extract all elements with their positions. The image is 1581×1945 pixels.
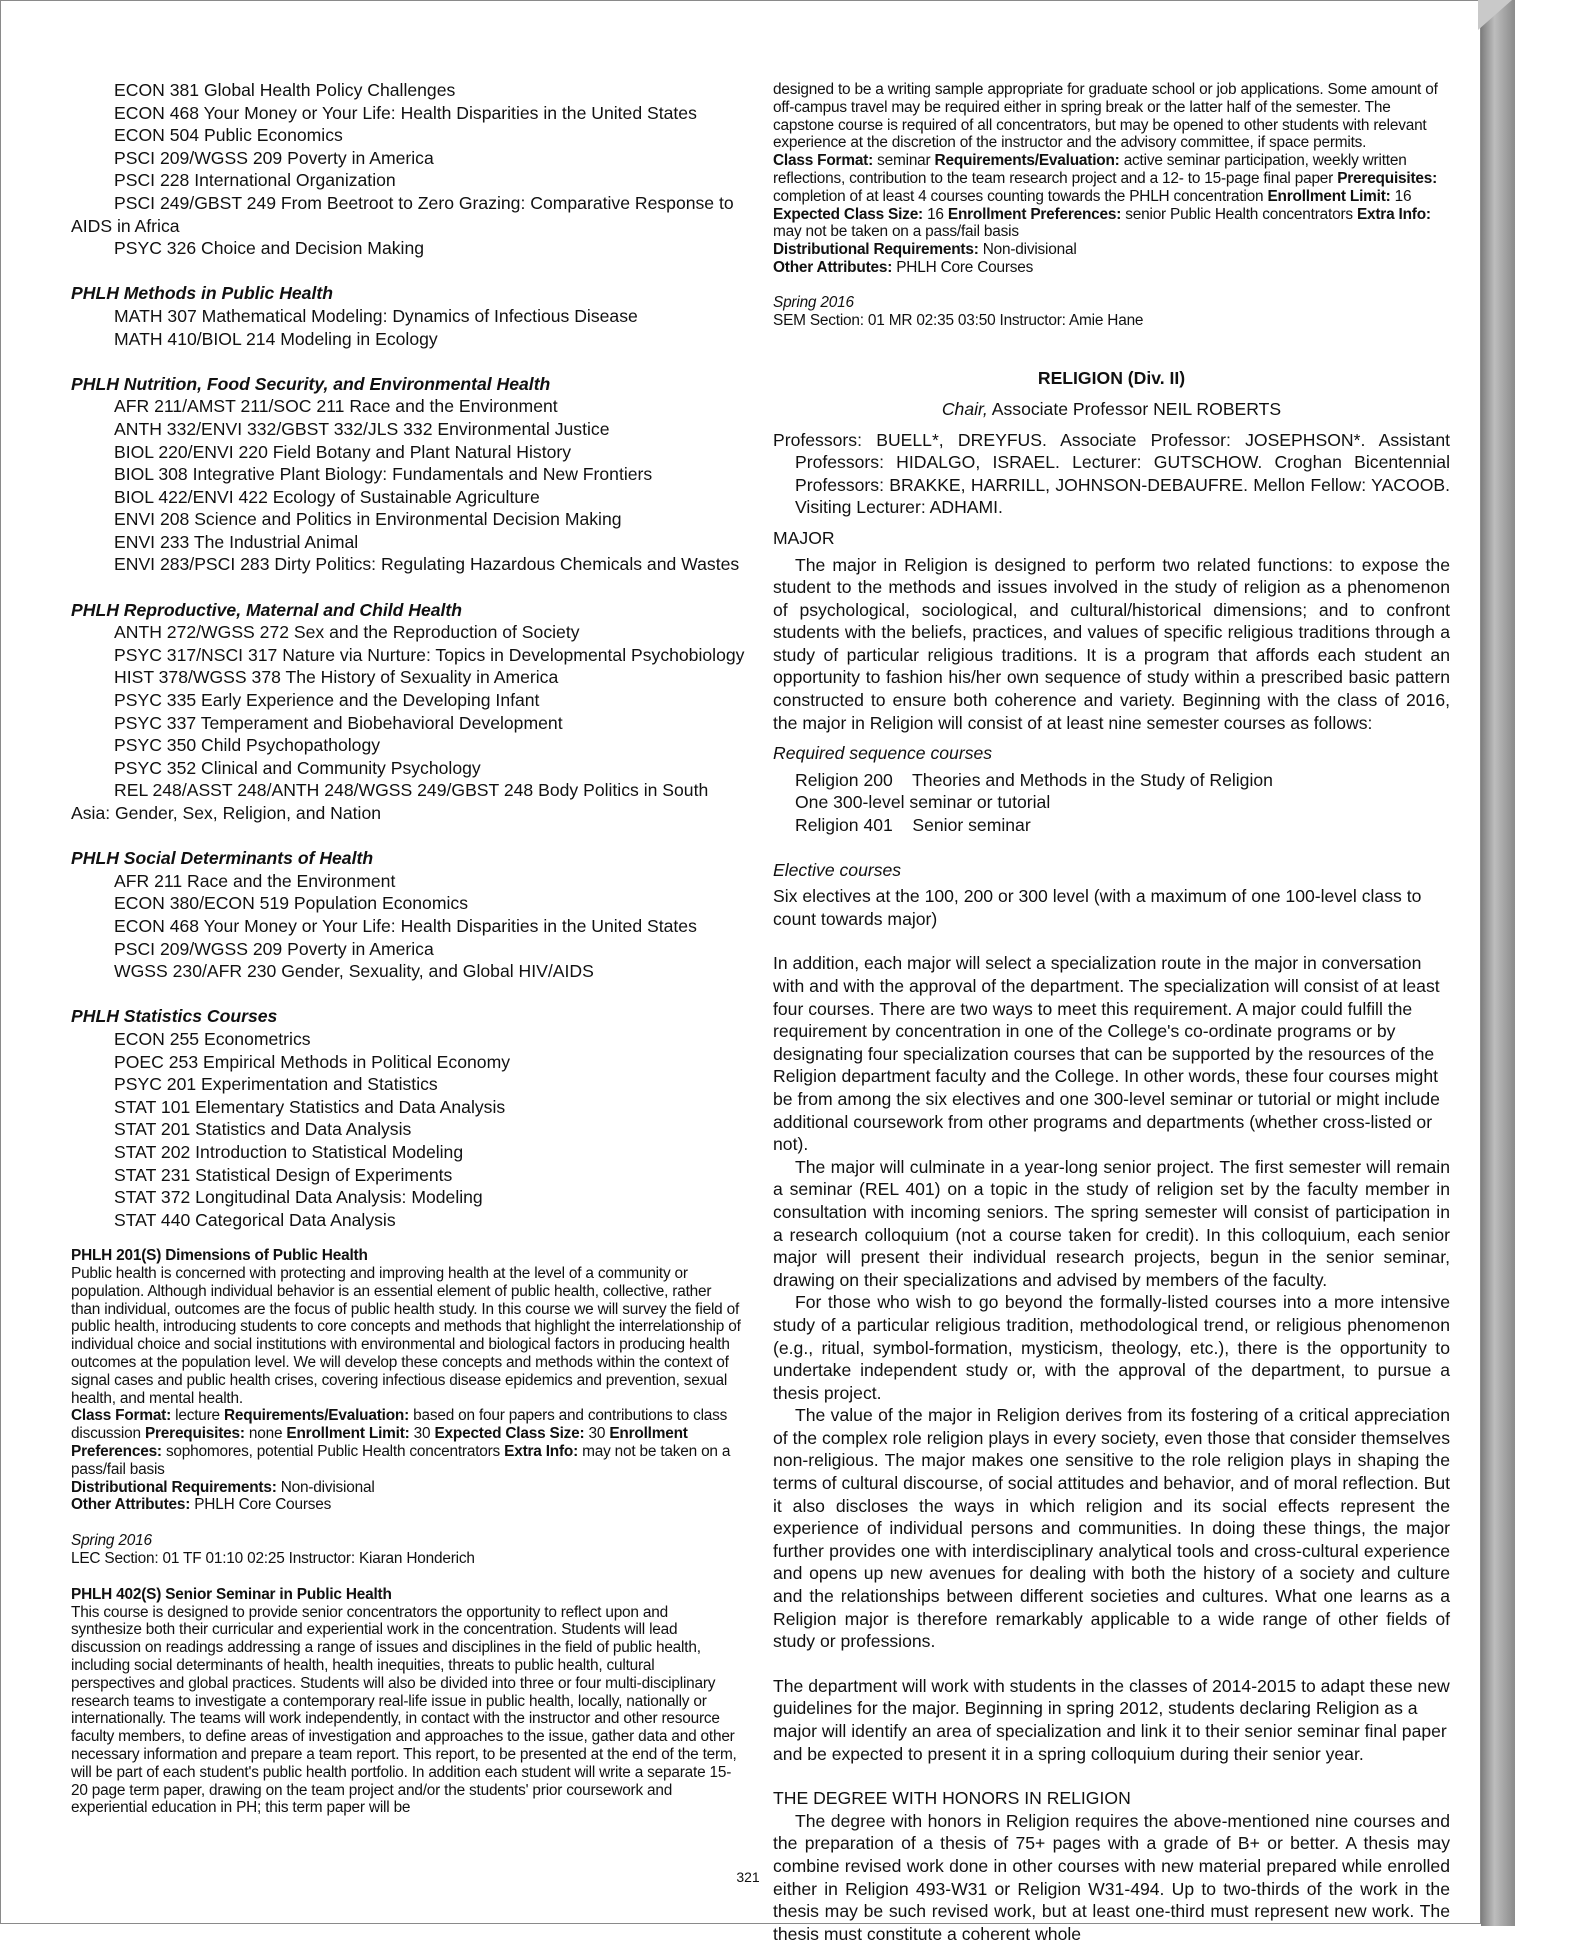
course-term: Spring 2016	[71, 1532, 152, 1550]
honors-heading: THE DEGREE WITH HONORS IN RELIGION	[773, 1788, 1131, 1809]
list-item: BIOL 308 Integrative Plant Biology: Fundamentals and New Frontiers	[114, 464, 653, 485]
list-item: ENVI 283/PSCI 283 Dirty Politics: Regulating Hazardous Chemicals and Wastes	[114, 554, 740, 575]
course-section: LEC Section: 01 TF 01:10 02:25 Instructor: Kiaran Honderich	[71, 1550, 475, 1568]
major-intro: The major in Religion is designed to perform two related functions: to expose the student to the methods and issues involved in the study of religion as a phenomenon of psychological, sociological, and cultural/historical dimensions; and to confront students with the beliefs, practices, and values of specific religious traditions through a study of particular religious traditions. It is a program that affords each student an opportunity to fashion his/her own sequence of study within a prescribed basic pattern constructed to ensure both coherence and variety. Beginning with the class of 2016, the major in Religion will consist of at least nine semester courses as follows:	[773, 554, 1450, 733]
list-item: MATH 410/BIOL 214 Modeling in Ecology	[114, 328, 438, 349]
course-section: SEM Section: 01 MR 02:35 03:50 Instructor: Amie Hane	[773, 311, 1144, 329]
section-social-determinants	[71, 847, 741, 983]
course-distribution: Distributional Requirements: Non-divisional	[773, 241, 1077, 259]
list-item: PSYC 350 Child Psychopathology	[114, 735, 381, 756]
elective-heading: Elective courses	[773, 859, 902, 880]
major-heading: MAJOR	[773, 527, 835, 548]
course-details: Class Format: lecture Requirements/Evaluation: based on four papers and contributions to class discussion Prerequisites: none Enrollment Limit: 30 Expected Class Size: 30 Enrollment Preferences: sophomores, potential Public Health concentrators Extra Info: may not be taken on a pass/fail basis	[71, 1407, 731, 1478]
course-description: Public health is concerned with protecting and improving health at the level of a community or population. Although individual behavior is an essential element of public health, collective, rather than individual, outcomes are the focus of public health study. In this course we will survey the field of public health, introducing students to core concepts and methods that highlight the interrelationship of individual choice and social institutions with environmental and biological factors in producing health outcomes at the population level. We will develop these concepts and methods within the context of signal cases and public health crises, covering infectious disease epidemics and prevention, sexual health, and mental health.	[71, 1265, 741, 1407]
list-item: ECON 468 Your Money or Your Life: Health Disparities in the United States	[114, 102, 697, 123]
list-item: PSYC 317/NSCI 317 Nature via Nurture: Topics in Developmental Psychobiology	[114, 644, 745, 665]
elective-text: Six electives at the 100, 200 or 300 level (with a maximum of one 100-level class to count towards major)	[773, 886, 1422, 929]
list-item: AFR 211 Race and the Environment	[114, 870, 396, 891]
left-column	[71, 79, 745, 1817]
section-heading: PHLH Statistics Courses	[71, 1006, 278, 1027]
faculty-list: Professors: BUELL*, DREYFUS. Associate Professor: JOSEPHSON*. Assistant Professors: HIDALGO, ISRAEL. Lecturer: GUTSCHOW. Croghan Bicentennial Professors: BRAKKE, HARRILL, JOHNSON-DEBAUFRE. Mellon Fellow: YACOOB. Visiting Lecturer: ADHAMI.	[773, 429, 1450, 518]
course-phlh402	[71, 1586, 741, 1817]
list-item: WGSS 230/AFR 230 Gender, Sexuality, and Global HIV/AIDS	[114, 961, 594, 982]
page-number: 321	[736, 1869, 760, 1885]
section-methods	[71, 282, 741, 350]
list-item: ENVI 233 The Industrial Animal	[114, 531, 359, 552]
senior-project-text: The major will culminate in a year-long senior project. The first semester will remain a seminar (REL 401) on a topic in the study of religion set by the faculty member in consultation with incoming seniors. The spring semester will consist of participation in a research colloquium (not a course taken for credit). In this colloquium, each senior major will present their individual research projects, begun in the senior seminar, drawing on their specializations and advised by members of the faculty.	[773, 1156, 1450, 1290]
honors-text: The degree with honors in Religion requires the above-mentioned nine courses and the preparation of a thesis of 75+ pages with a grade of B+ or better. A thesis may combine revised work done in other courses with new material prepared while enrolled either in Religion 493-W31 or Religion W31-494. Up to two-thirds of the work in the thesis may be such revised work, but at least one-third must represent new work. The thesis must constitute a coherent whole	[773, 1810, 1450, 1944]
list-item: BIOL 422/ENVI 422 Ecology of Sustainable Agriculture	[114, 486, 540, 507]
list-item: HIST 378/WGSS 378 The History of Sexuality in America	[114, 667, 559, 688]
section-statistics	[71, 1005, 741, 1231]
list-item: AFR 211/AMST 211/SOC 211 Race and the Environment	[114, 396, 558, 417]
list-item: PSCI 228 International Organization	[114, 170, 396, 191]
section-heading: PHLH Nutrition, Food Security, and Environmental Health	[71, 373, 551, 394]
top-course-list	[71, 79, 741, 260]
section-heading: PHLH Methods in Public Health	[71, 283, 333, 304]
list-item: STAT 440 Categorical Data Analysis	[114, 1209, 396, 1230]
list-item: REL 248/ASST 248/ANTH 248/WGSS 249/GBST 248 Body Politics in South Asia: Gender, Sex, Religion, and Nation	[71, 780, 709, 823]
course-phlh201	[71, 1247, 741, 1586]
right-column	[773, 81, 1450, 1945]
list-item: STAT 101 Elementary Statistics and Data Analysis	[114, 1096, 506, 1117]
list-item: PSYC 337 Temperament and Biobehavioral Development	[114, 712, 563, 733]
list-item: PSYC 326 Choice and Decision Making	[114, 238, 425, 259]
list-item: ECON 255 Econometrics	[114, 1028, 311, 1049]
course-phlh402-continued	[773, 81, 1450, 329]
list-item: One 300-level seminar or tutorial	[795, 792, 1051, 813]
department-chair: Chair, Associate Professor NEIL ROBERTS	[941, 398, 1282, 419]
list-item: MATH 307 Mathematical Modeling: Dynamics of Infectious Disease	[114, 305, 638, 326]
list-item: ECON 381 Global Health Policy Challenges	[114, 80, 456, 100]
list-item: PSCI 249/GBST 249 From Beetroot to Zero Grazing: Comparative Response to AIDS in Africa	[71, 192, 734, 236]
list-item: PSYC 201 Experimentation and Statistics	[114, 1074, 438, 1095]
required-heading: Required sequence courses	[773, 743, 993, 764]
course-description: This course is designed to provide senior concentrators the opportunity to reflect upon and synthesize both their curricular and experiential work in the concentration. Students will lead discussion on readings addressing a range of issues and disciplines in the field of public health, including social determinants of health, health inequities, threats to public health, cultural perspectives and global practices. Students will also be divided into three or four multi-disciplinary research teams to investigate a contemporary real-life issue in public health, locally, nationally or internationally. The teams will work independently, in contact with the instructor and other resource faculty members, to define areas of investigation and approaches to the issue, gather data and other necessary information and prepare a team report. This report, to be presented at the end of the term, will be part of each student's public health portfolio. In addition each student will write a separate 15-20 page term paper, drawing on the team project and/or the students' prior coursework and experiential education in PH; this term paper will be	[71, 1603, 737, 1817]
list-item: ECON 504 Public Economics	[114, 125, 343, 146]
list-item: ANTH 272/WGSS 272 Sex and the Reproduction of Society	[114, 622, 580, 643]
list-item: STAT 231 Statistical Design of Experiments	[114, 1164, 453, 1185]
section-heading: PHLH Social Determinants of Health	[71, 848, 374, 869]
course-title: PHLH 201(S) Dimensions of Public Health	[71, 1247, 368, 1265]
department-note: The department will work with students in the classes of 2014-2015 to adapt these new guidelines for the major. Beginning in spring 2012, students declaring Religion as a major will identify an area of specialization and link it to their senior seminar final paper and be expected to present it in a spring colloquium during their senior year.	[773, 1675, 1450, 1764]
course-title: PHLH 402(S) Senior Seminar in Public Health	[71, 1585, 392, 1603]
department-title: RELIGION (Div. II)	[1037, 368, 1186, 389]
section-nutrition	[71, 373, 741, 576]
page-edge-shadow	[1481, 0, 1515, 1926]
list-item: PSYC 335 Early Experience and the Developing Infant	[114, 690, 540, 711]
list-item: STAT 372 Longitudinal Data Analysis: Modeling	[114, 1187, 483, 1208]
list-item: ENVI 208 Science and Politics in Environmental Decision Making	[114, 509, 622, 530]
list-item: POEC 253 Empirical Methods in Political Economy	[114, 1051, 511, 1072]
list-item: BIOL 220/ENVI 220 Field Botany and Plant Natural History	[114, 441, 572, 462]
list-item: ECON 468 Your Money or Your Life: Health Disparities in the United States	[114, 915, 697, 936]
section-heading: PHLH Reproductive, Maternal and Child Health	[71, 599, 463, 620]
value-text: The value of the major in Religion derives from its fostering of a critical appreciation of the complex role religion plays in every society, even those that consider themselves non-religious. The major makes one sensitive to the role religion plays in shaping the terms of cultural discourse, of social attitudes and behavior, and of moral reflection. But it also discloses the ways in which religion and its social effects represent the experience of individual persons and communities. In doing these things, the major further provides one with interdisciplinary analytical tools and cross-cultural experience and opens up new avenues for dealing with both the history of a society and culture and the relationships between different societies and cultures. What one learns as a Religion major is therefore remarkably applicable to a wide range of other fields of study or professions.	[773, 1405, 1450, 1652]
course-attributes: Other Attributes: PHLH Core Courses	[71, 1496, 332, 1514]
specialization-text: In addition, each major will select a specialization route in the major in conversation with and with the approval of the department. The specialization will consist of at least four courses. There are two ways to meet this requirement. A major could fulfill the requirement by concentration in one of the College's co-ordinate programs or by designating four specialization courses that can be supported by the resources of the Religion department faculty and the College. In other words, these four courses might be from among the six electives and one 300-level seminar or tutorial or might include additional coursework from other programs and departments (whether cross-listed or not).	[773, 953, 1440, 1155]
list-item: STAT 201 Statistics and Data Analysis	[114, 1119, 412, 1140]
page-curl	[1478, 0, 1512, 30]
list-item: ANTH 332/ENVI 332/GBST 332/JLS 332 Environmental Justice	[114, 418, 610, 439]
list-item: PSYC 352 Clinical and Community Psychology	[114, 757, 481, 778]
course-details: Class Format: seminar Requirements/Evaluation: active seminar participation, weekly written reflections, contribution to the team research project and a 12- to 15-page final paper Prerequisites: completion of at least 4 courses counting towards the PHLH concentration Enrollment Limit: 16 Expected Class Size: 16 Enrollment Preferences: senior Public Health concentrators Extra Info: may not be taken on a pass/fail basis	[773, 152, 1438, 241]
list-item: PSCI 209/WGSS 209 Poverty in America	[114, 147, 434, 168]
course-term: Spring 2016	[773, 293, 854, 311]
list-item: Religion 401 Senior seminar	[795, 815, 1031, 836]
list-item: Religion 200 Theories and Methods in the Study of Religion	[795, 769, 1273, 790]
list-item: STAT 202 Introduction to Statistical Modeling	[114, 1141, 464, 1162]
course-attributes: Other Attributes: PHLH Core Courses	[773, 258, 1034, 276]
list-item: PSCI 209/WGSS 209 Poverty in America	[114, 938, 434, 959]
course-description: designed to be a writing sample appropriate for graduate school or job applications. Some amount of off-campus travel may be required either in spring break or the latter half of the semester. The capstone course is required of all concentrators, but may be opened to other students with relevant experience at the discretion of the instructor and the advisory committee, if space permits.	[773, 81, 1438, 152]
thesis-option-text: For those who wish to go beyond the formally-listed courses into a more intensive study of a particular religious tradition, methodological trend, or religious phenomenon (e.g., ritual, symbol-formation, mysticism, theology, etc.), there is the opportunity to undertake independent study or, with the approval of the department, to pursue a thesis project.	[773, 1292, 1450, 1403]
section-reproductive	[71, 599, 745, 825]
course-distribution: Distributional Requirements: Non-divisional	[71, 1478, 375, 1496]
list-item: ECON 380/ECON 519 Population Economics	[114, 893, 469, 914]
